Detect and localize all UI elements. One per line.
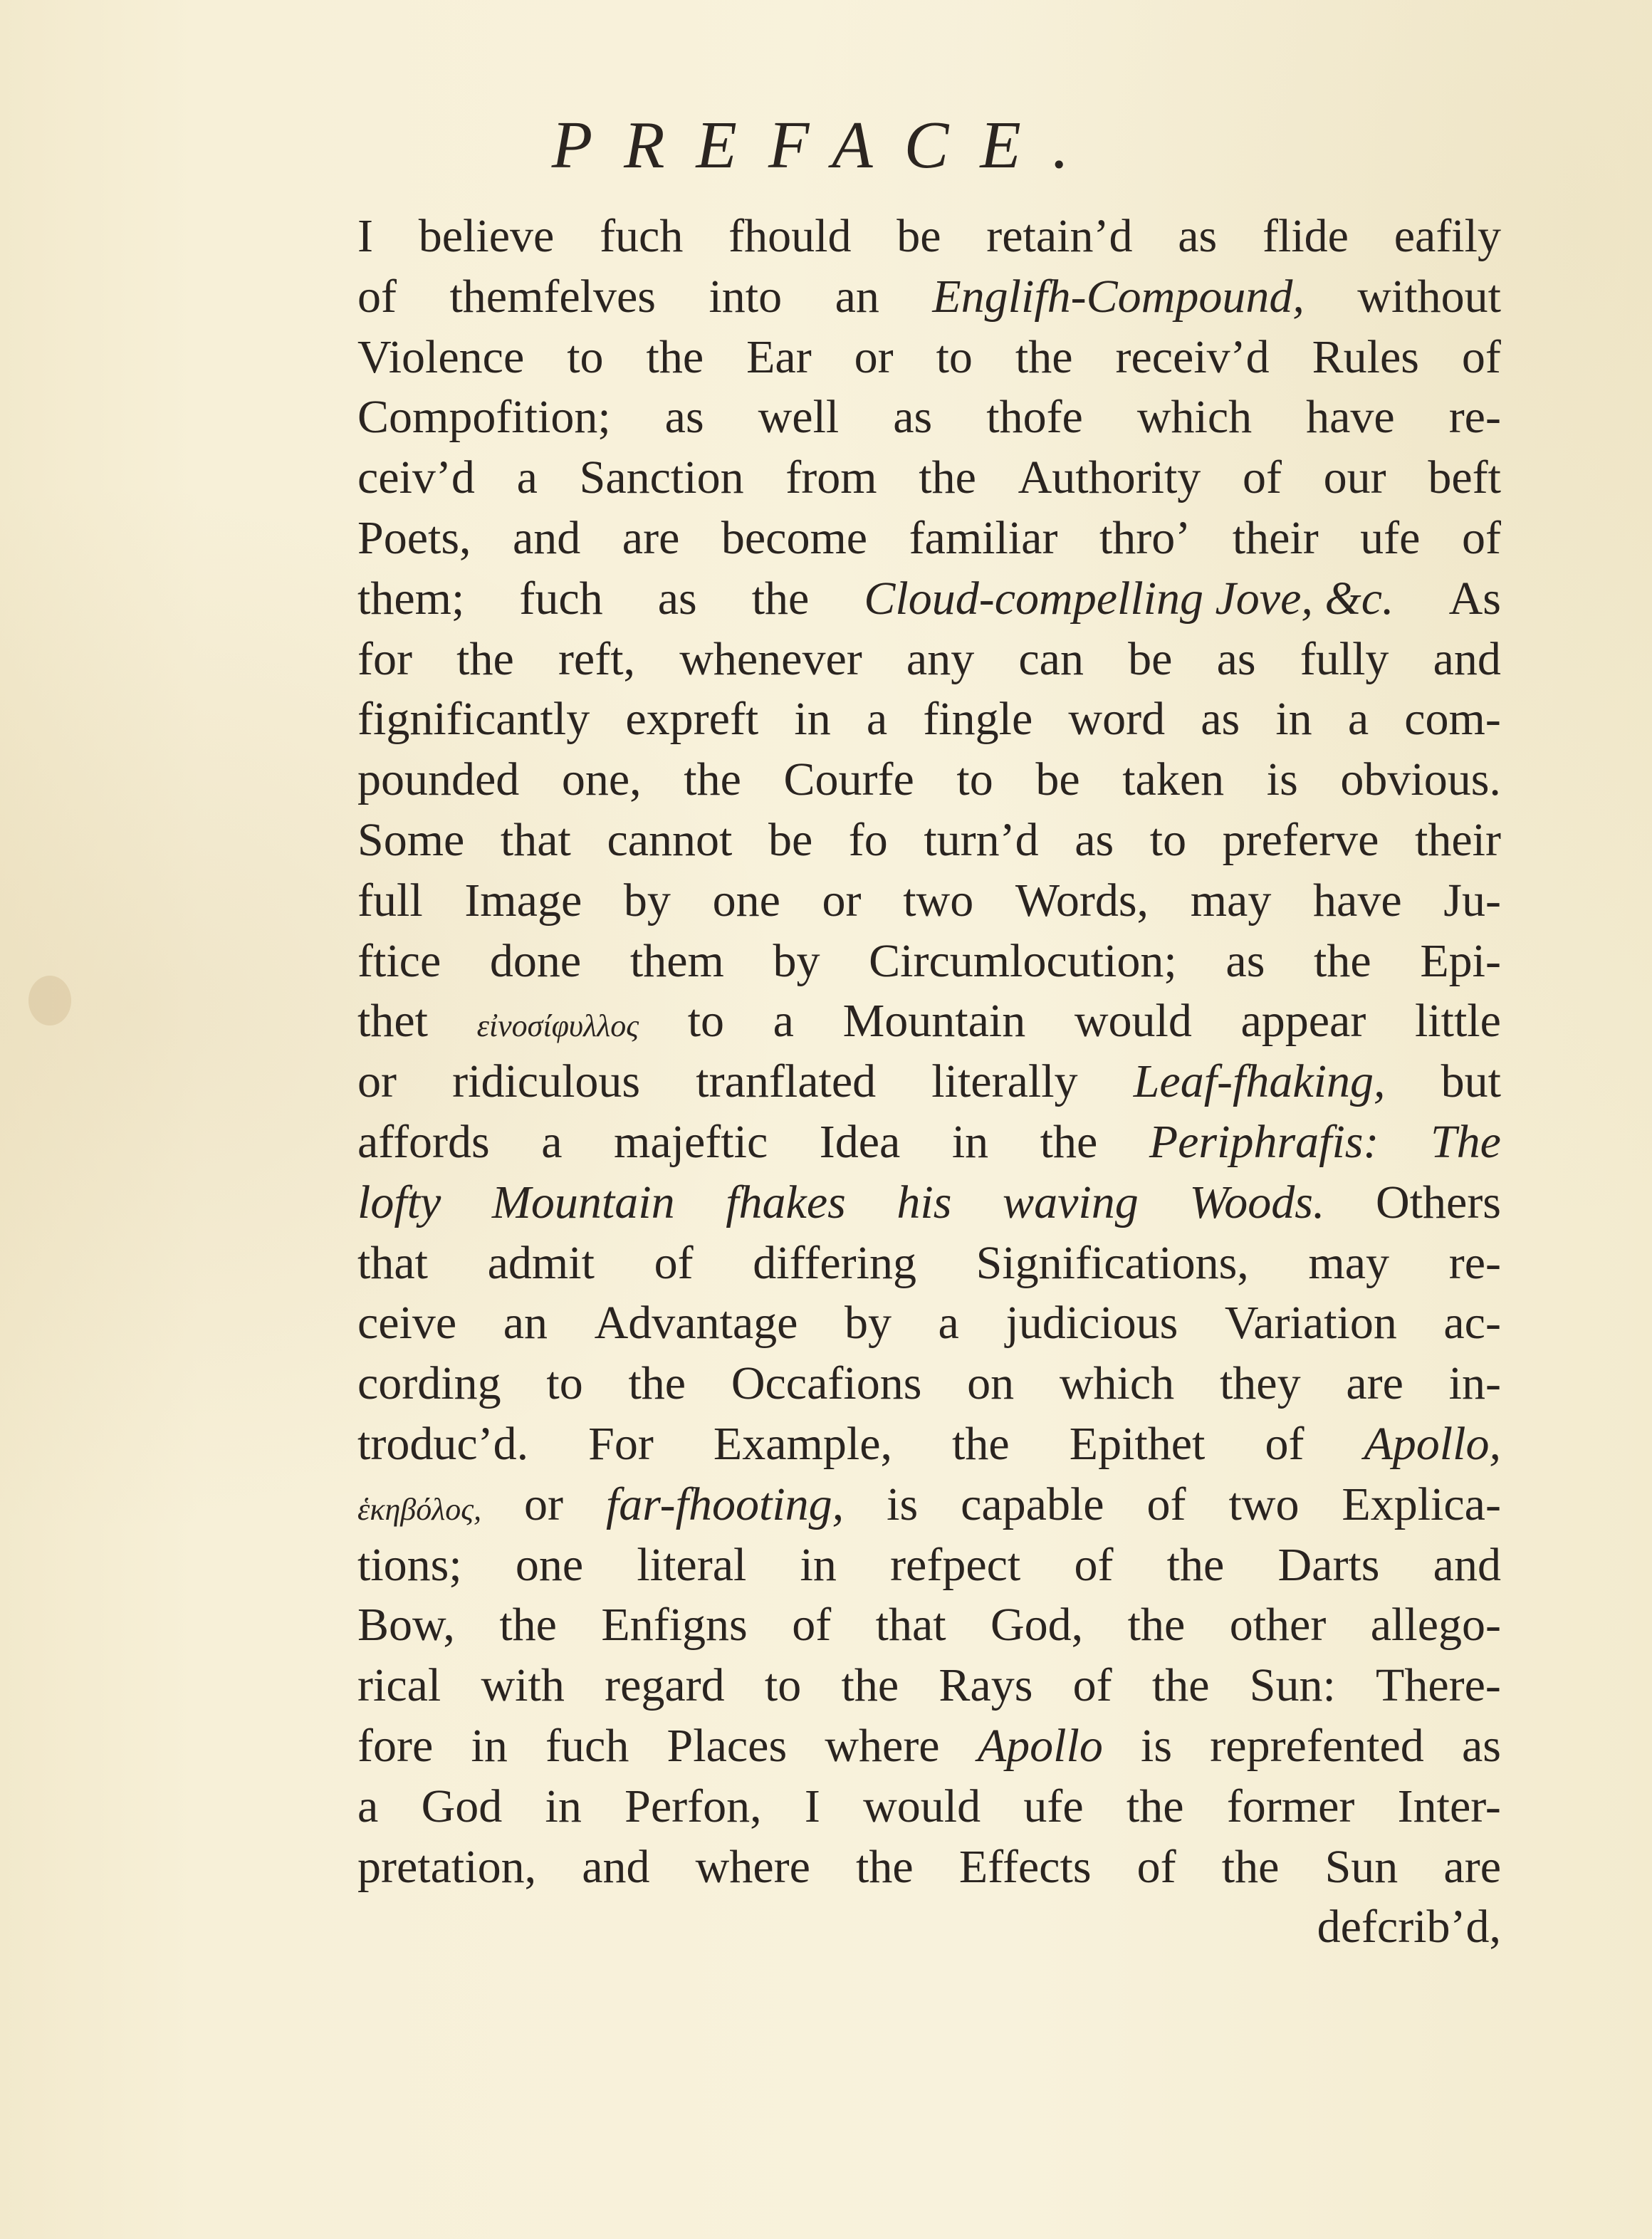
word: be	[896, 210, 941, 262]
word: troduc’d.	[357, 1417, 529, 1470]
word: from	[785, 452, 877, 504]
word: or	[357, 1055, 397, 1108]
word: the	[1040, 1115, 1098, 1168]
word: would	[863, 1780, 981, 1832]
word: and	[1433, 632, 1501, 685]
word: for	[357, 632, 412, 685]
word: Rays	[939, 1659, 1033, 1712]
text-line	[357, 750, 1501, 810]
word: far-fhooting,	[605, 1478, 845, 1530]
word: well	[758, 391, 840, 444]
text-line	[357, 1595, 1501, 1656]
word: affords	[357, 1115, 490, 1168]
word: Circumlocution;	[869, 934, 1177, 987]
word: Some	[357, 813, 465, 866]
word: receiv’d	[1115, 330, 1270, 383]
text-line	[357, 267, 1501, 328]
catchword-text: defcrib’d,	[1317, 1901, 1501, 1953]
word: in-	[1448, 1357, 1501, 1410]
word: but	[1441, 1055, 1501, 1108]
word: his	[896, 1176, 952, 1228]
word: would	[1074, 995, 1192, 1048]
word: in	[951, 1115, 989, 1168]
word: I	[804, 1780, 820, 1832]
word: the	[1151, 1659, 1210, 1712]
word: Image	[464, 874, 582, 927]
word: of	[1265, 1417, 1305, 1470]
word: Occafions	[731, 1357, 922, 1410]
text-line	[357, 569, 1501, 630]
word: Periphrafis:	[1149, 1115, 1379, 1168]
word: εἰνοσίφυλλος	[476, 1008, 639, 1044]
word: familiar	[909, 511, 1058, 564]
word: re-	[1448, 391, 1501, 444]
word: by	[773, 934, 820, 987]
word: fo	[848, 813, 888, 866]
word: their	[1232, 511, 1319, 564]
word: Variation	[1224, 1297, 1397, 1350]
word: them;	[357, 572, 465, 625]
word: the	[952, 1417, 1010, 1470]
word: God,	[990, 1599, 1084, 1651]
word: as	[1225, 934, 1265, 987]
text-line	[357, 991, 1501, 1052]
word: For	[588, 1417, 654, 1470]
word: where	[695, 1840, 810, 1893]
word: as	[1201, 693, 1240, 746]
word: have	[1313, 874, 1402, 927]
word: appear	[1240, 995, 1366, 1048]
word: other	[1229, 1599, 1327, 1651]
word: the	[456, 632, 514, 685]
word: fhakes	[726, 1176, 846, 1228]
text-line	[357, 1052, 1501, 1112]
text-line	[357, 871, 1501, 931]
word: of	[1146, 1478, 1186, 1530]
word: fully	[1300, 632, 1389, 685]
word: that	[875, 1599, 946, 1651]
word: waving	[1003, 1176, 1139, 1228]
word: lofty	[357, 1176, 441, 1228]
text-line	[357, 931, 1501, 992]
word: pounded	[357, 753, 520, 806]
text-line	[357, 1293, 1501, 1354]
text-line	[357, 1837, 1501, 1898]
word: our	[1323, 452, 1386, 504]
word: a	[541, 1115, 563, 1168]
word: the	[628, 1357, 686, 1410]
word: be	[1035, 753, 1080, 806]
word: taken	[1122, 753, 1225, 806]
word: ἑκηβόλος,	[357, 1491, 482, 1527]
word: fore	[357, 1719, 434, 1772]
word: the	[646, 330, 704, 383]
word: com-	[1404, 693, 1501, 746]
word: and	[1433, 1538, 1501, 1591]
word: Others	[1376, 1176, 1501, 1228]
word: Apollo	[977, 1719, 1103, 1772]
word: the	[1126, 1780, 1184, 1832]
word: the	[1221, 1840, 1280, 1893]
word: As	[1448, 572, 1501, 625]
word: Explica-	[1342, 1478, 1501, 1530]
word: preferve	[1222, 813, 1379, 866]
word: allego-	[1370, 1599, 1501, 1651]
word: Ju-	[1443, 874, 1501, 927]
word: of	[1242, 452, 1282, 504]
word: and	[582, 1840, 650, 1893]
word: fuch	[600, 210, 684, 262]
word: be	[1128, 632, 1173, 685]
word: to	[687, 995, 725, 1048]
word: ac-	[1443, 1297, 1501, 1350]
word: cannot	[607, 813, 733, 866]
word: into	[709, 270, 783, 323]
word: Perfon,	[624, 1780, 762, 1832]
word: in	[545, 1780, 582, 1832]
word: capable	[961, 1478, 1104, 1530]
word: judicious	[1005, 1297, 1178, 1350]
word: the	[1166, 1538, 1225, 1591]
word: regard	[605, 1659, 725, 1712]
word: they	[1219, 1357, 1301, 1410]
word: Words,	[1015, 874, 1149, 927]
word: reprefented	[1210, 1719, 1424, 1772]
word: retain’d	[986, 210, 1133, 262]
word: of	[357, 270, 397, 323]
word: or	[854, 330, 894, 383]
word: one,	[561, 753, 642, 806]
word: tranflated	[696, 1055, 877, 1108]
word: the	[1127, 1599, 1186, 1651]
word: Bow,	[357, 1599, 455, 1651]
text-line	[357, 689, 1501, 750]
word: on	[967, 1357, 1015, 1410]
word: as	[1075, 813, 1114, 866]
text-line	[357, 1656, 1501, 1716]
word: in	[471, 1719, 508, 1772]
word: literally	[931, 1055, 1078, 1108]
word: two	[1228, 1478, 1300, 1530]
text-line	[357, 328, 1501, 388]
word: as	[1216, 632, 1256, 685]
text-line	[357, 1716, 1501, 1777]
word: pretation,	[357, 1840, 537, 1893]
word: that	[357, 1236, 428, 1289]
word: God	[421, 1780, 503, 1832]
word: can	[1018, 632, 1084, 685]
word: one	[712, 874, 780, 927]
word: fuch	[519, 572, 603, 625]
word: which	[1136, 391, 1253, 444]
word: Epithet	[1069, 1417, 1206, 1470]
word: cording	[357, 1357, 501, 1410]
word: flide	[1262, 210, 1349, 262]
word: Rules	[1312, 330, 1419, 383]
word: in	[1275, 693, 1312, 746]
word: of	[1072, 1659, 1112, 1712]
text-line	[357, 1475, 1501, 1535]
word: fuch	[545, 1719, 629, 1772]
word: Mountain	[842, 995, 1026, 1048]
paper-foxing-spot	[28, 976, 71, 1025]
word: are	[1346, 1357, 1403, 1410]
word: full	[357, 874, 423, 927]
word: turn’d	[924, 813, 1039, 866]
word: where	[825, 1719, 940, 1772]
word: re-	[1448, 1236, 1501, 1289]
word: as	[657, 572, 697, 625]
word: fingle	[923, 693, 1033, 746]
word: the	[499, 1599, 557, 1651]
word: There-	[1376, 1659, 1501, 1712]
word: themfelves	[449, 270, 656, 323]
word: with	[481, 1659, 565, 1712]
word: fhould	[728, 210, 852, 262]
word: Effects	[958, 1840, 1092, 1893]
text-line	[357, 1777, 1501, 1837]
word: The	[1430, 1115, 1501, 1168]
word: may	[1308, 1236, 1390, 1289]
body-text	[357, 207, 1501, 1958]
text-line	[357, 1354, 1501, 1414]
word: that	[500, 813, 571, 866]
word: thet	[357, 995, 428, 1048]
word: is	[887, 1478, 919, 1530]
word: a	[773, 995, 794, 1048]
word: refpect	[890, 1538, 1021, 1591]
word: Courfe	[783, 753, 914, 806]
word: a	[516, 452, 538, 504]
word: any	[906, 632, 975, 685]
word: the	[751, 572, 810, 625]
word: Sun	[1324, 1840, 1399, 1893]
word: ufe	[1023, 1780, 1084, 1832]
word: thro’	[1099, 511, 1191, 564]
word: may	[1190, 874, 1272, 927]
word: the	[841, 1659, 899, 1712]
word: is	[1266, 753, 1298, 806]
word: as	[1461, 1719, 1501, 1772]
word: Inter-	[1397, 1780, 1501, 1832]
word: Violence	[357, 330, 525, 383]
word: as	[1178, 210, 1218, 262]
word: of	[792, 1599, 832, 1651]
word: little	[1414, 995, 1501, 1048]
word: Compofition;	[357, 391, 611, 444]
word: which	[1059, 1357, 1175, 1410]
word: Sun:	[1249, 1659, 1336, 1712]
word: tions;	[357, 1538, 462, 1591]
word: ftice	[357, 934, 441, 987]
word: an	[503, 1297, 548, 1350]
word: the	[1015, 330, 1073, 383]
word: Poets,	[357, 511, 471, 564]
word: Significations,	[976, 1236, 1249, 1289]
word: expreft	[625, 693, 759, 746]
word: fignificantly	[357, 693, 590, 746]
word: literal	[637, 1538, 747, 1591]
word: Advantage	[594, 1297, 798, 1350]
word: without	[1357, 270, 1501, 323]
text-line	[357, 630, 1501, 690]
word: to	[936, 330, 973, 383]
word: by	[845, 1297, 892, 1350]
word: in	[794, 693, 831, 746]
text-line	[357, 387, 1501, 448]
word: the	[856, 1840, 914, 1893]
word: the	[919, 452, 976, 504]
word: believe	[418, 210, 555, 262]
word: rical	[357, 1659, 441, 1712]
text-line	[357, 1414, 1501, 1475]
word: of	[1074, 1538, 1114, 1591]
word: Epi-	[1420, 934, 1501, 987]
text-line	[357, 207, 1501, 267]
word: a	[866, 693, 888, 746]
word: Authority	[1018, 452, 1201, 504]
word: the	[1314, 934, 1371, 987]
word: to	[764, 1659, 802, 1712]
word: thofe	[986, 391, 1083, 444]
word: to	[567, 330, 604, 383]
word: obvious.	[1340, 753, 1501, 806]
text-line	[357, 1112, 1501, 1173]
word: Places	[666, 1719, 788, 1772]
word: of	[654, 1236, 694, 1289]
word: whenever	[679, 632, 862, 685]
word: of	[1136, 1840, 1176, 1893]
word: of	[1461, 330, 1501, 383]
word: majeftic	[614, 1115, 768, 1168]
word: become	[721, 511, 868, 564]
word: to	[546, 1357, 583, 1410]
word: Darts	[1277, 1538, 1380, 1591]
word: Woods.	[1189, 1176, 1325, 1228]
word: are	[1443, 1840, 1501, 1893]
text-line	[357, 1233, 1501, 1294]
word: is	[1141, 1719, 1173, 1772]
running-head: PREFACE.	[551, 108, 1101, 182]
word: beft	[1428, 452, 1501, 504]
word: Ear	[746, 330, 812, 383]
text-line	[357, 448, 1501, 508]
word: Idea	[819, 1115, 901, 1168]
word: a	[357, 1780, 379, 1832]
word: Cloud-compelling Jove, &c.	[864, 572, 1394, 625]
word: word	[1068, 693, 1166, 746]
word: in	[800, 1538, 837, 1591]
word: of	[1461, 511, 1501, 564]
word: Mountain	[491, 1176, 675, 1228]
word: be	[768, 813, 813, 866]
word: as	[893, 391, 933, 444]
word: I	[357, 210, 373, 262]
word: as	[664, 391, 704, 444]
word: Enfigns	[601, 1599, 748, 1651]
word: them	[629, 934, 724, 987]
word: to	[956, 753, 993, 806]
word: an	[835, 270, 879, 323]
word: reft,	[558, 632, 636, 685]
word: Englifh-Compound,	[932, 270, 1305, 323]
word: ceive	[357, 1297, 457, 1350]
word: or	[822, 874, 862, 927]
word: Sanction	[579, 452, 744, 504]
word: ufe	[1360, 511, 1421, 564]
word: ridiculous	[452, 1055, 641, 1108]
word: have	[1306, 391, 1395, 444]
word: to	[1149, 813, 1187, 866]
word: done	[489, 934, 582, 987]
word: eafily	[1394, 210, 1501, 262]
word: one	[515, 1538, 584, 1591]
word: admit	[487, 1236, 595, 1289]
word: ceiv’d	[357, 452, 475, 504]
word: Apollo,	[1364, 1417, 1501, 1470]
word: are	[622, 511, 680, 564]
word: their	[1415, 813, 1501, 866]
text-line	[357, 1173, 1501, 1233]
word: a	[1347, 693, 1369, 746]
word: two	[903, 874, 974, 927]
word: a	[938, 1297, 959, 1350]
word: the	[684, 753, 741, 806]
word: differing	[753, 1236, 916, 1289]
text-line	[357, 1535, 1501, 1596]
word: former	[1226, 1780, 1355, 1832]
word: or	[524, 1478, 564, 1530]
word: and	[513, 511, 581, 564]
word: Leaf-fhaking,	[1133, 1055, 1386, 1108]
word: Example,	[713, 1417, 892, 1470]
text-line	[357, 810, 1501, 871]
word: by	[623, 874, 671, 927]
text-line	[357, 508, 1501, 569]
catchword	[357, 1897, 1501, 1958]
